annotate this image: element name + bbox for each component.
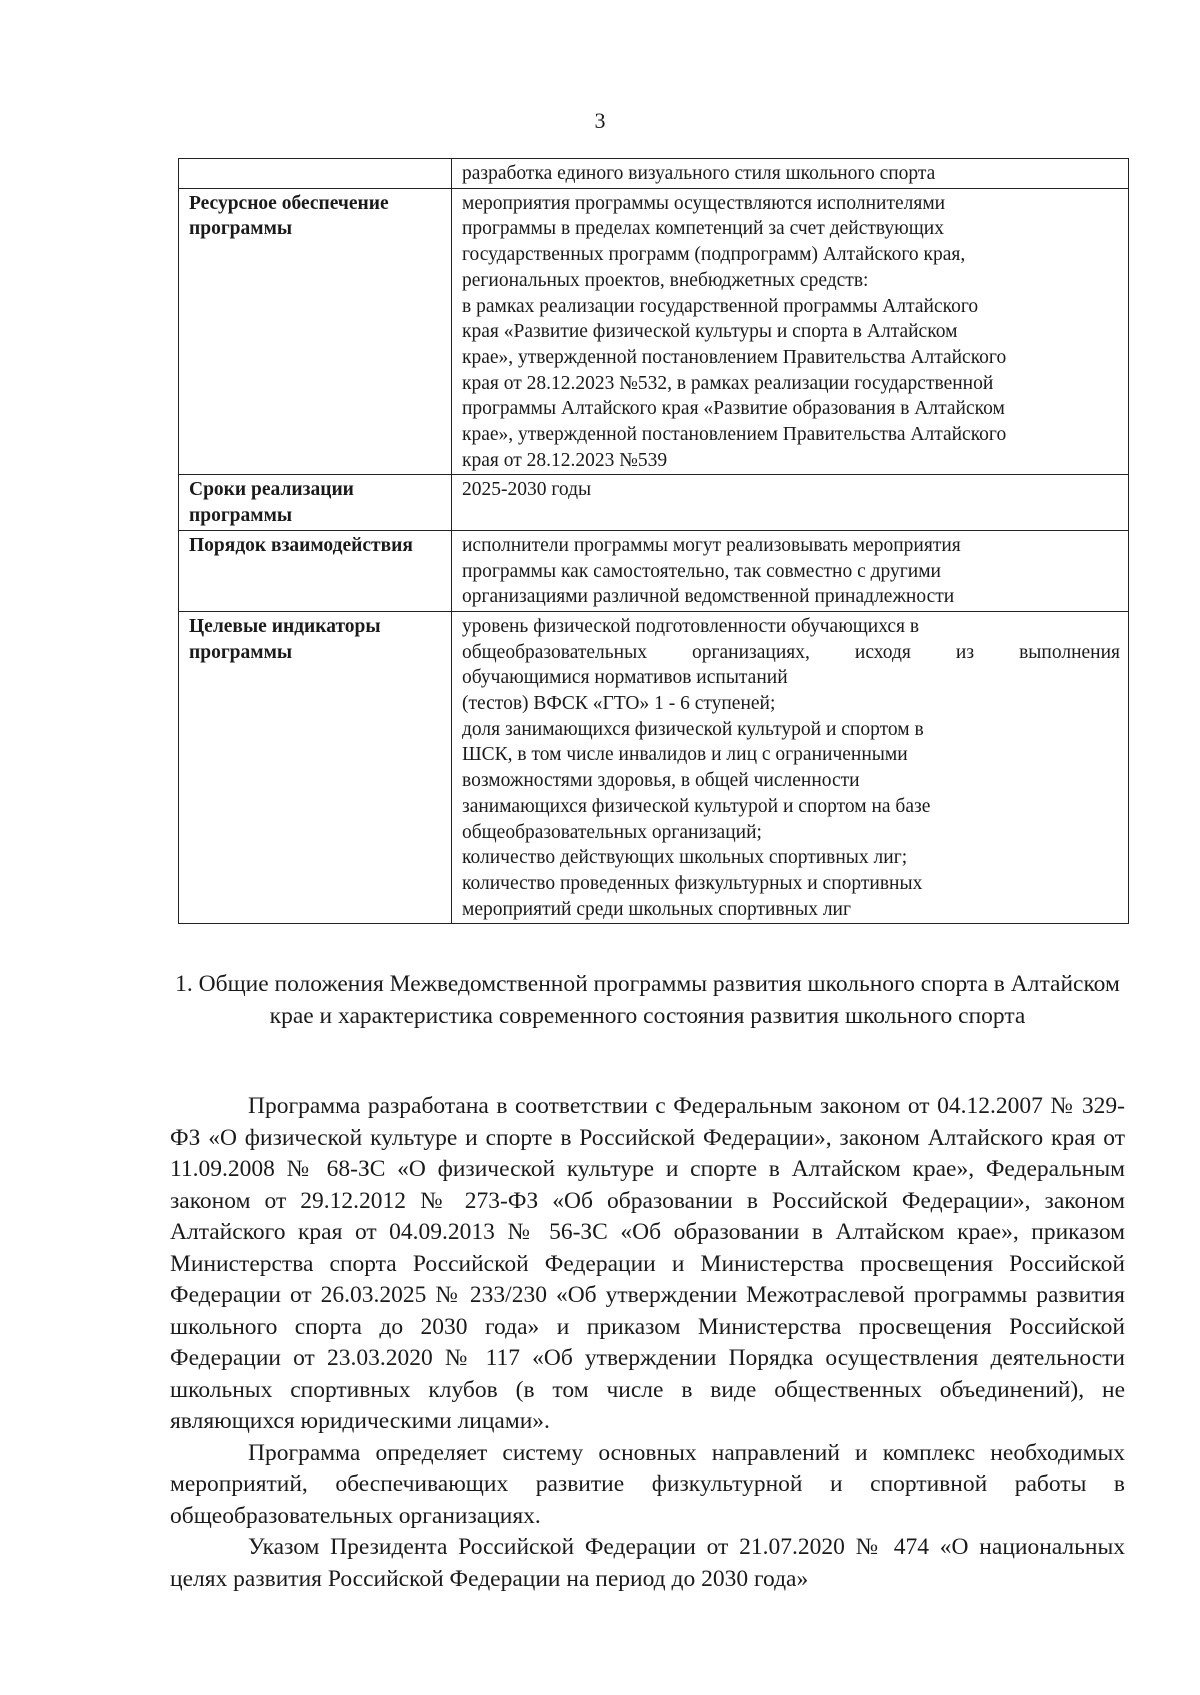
row-value (452, 475, 1129, 530)
value-line: уровень физической подготовленности обучающихся в (462, 615, 920, 637)
row-label: Сроки реализации программы (179, 475, 452, 530)
page-number: 3 (594, 108, 606, 133)
value-line: мероприятий среди школьных спортивных лиг (462, 898, 851, 920)
value-line: (тестов) ВФСК «ГТО» 1 - 6 ступеней; (462, 693, 776, 715)
row-label: Целевые индикаторы программы (179, 611, 452, 923)
value-line: занимающихся физической культурой и спортом на базе (462, 795, 931, 817)
value-line: ШСК, в том числе инвалидов и лиц с ограниченными (462, 744, 908, 766)
value-line: обучающимися нормативов испытаний (462, 667, 788, 689)
value-line: края от 28.12.2023 №532, в рамках реализации государственной (462, 372, 994, 394)
value-line: возможностями здоровья, в общей численности (462, 770, 860, 792)
row-label: Порядок взаимодействия (179, 530, 452, 611)
paragraph: Программа определяет систему основных направлений и комплекс необходимых мероприятий, обеспечивающих развитие физкультурной и спортивной работы в общеобразовательных организациях. (170, 1439, 1125, 1529)
value-line: 2025-2030 годы (462, 479, 592, 501)
value-line: мероприятия программы осуществляются исполнителями (462, 192, 946, 214)
value-line: организациями различной ведомственной принадлежности (462, 586, 955, 608)
paragraph: Программа разработана в соответствии с Федеральным законом от 04.12.2007 № 329-ФЗ «О физической культуре и спорте в Российской Федерации», законом Алтайского края от 11.09.2008 № 68-ЗС «О физической культуре и спорте в Алтайском крае», Федеральным законом от 29.12.2012 № 273-ФЗ «Об образовании в Российской Федерации», законом Алтайского края от 04.09.2013 № 56-ЗС «Об образовании в Алтайском крае», приказом Министерства спорта Российской Федерации и Министерства просвещения Российской Федерации от 26.03.2025 № 233/230 «Об утверждении Межотраслевой программы развития школьного спорта до 2030 года» и приказом Министерства просвещения Российской Федерации от 23.03.2020 № 117 «Об утверждении Порядка осуществления деятельности школьных спортивных клубов (в том числе в виде общественных объединений), не являющихся юридическими лицами». (170, 1093, 1125, 1434)
body-text (170, 1091, 1125, 1595)
value-line: исполнители программы могут реализовывать мероприятия (462, 534, 961, 556)
table-row (179, 188, 1129, 475)
value-line: края «Развитие физической культуры и спорта в Алтайском (462, 321, 958, 343)
value-line: программы Алтайского края «Развитие образования в Алтайском (462, 398, 1005, 420)
program-passport-table (178, 158, 1129, 924)
value-line: в рамках реализации государственной программы Алтайского (462, 295, 979, 317)
row-label: Ресурсное обеспечение программы (179, 188, 452, 475)
row-value (452, 159, 1129, 189)
table-row (179, 611, 1129, 923)
row-label (179, 159, 452, 189)
table-row (179, 159, 1129, 189)
paragraph: Указом Президента Российской Федерации от 21.07.2020 № 474 «О национальных целях развития Российской Федерации на период до 2030 года» (170, 1534, 1125, 1592)
value-line: общеобразовательных организациях, исходя из выполнения (462, 641, 1120, 663)
value-line: государственных программ (подпрограмм) Алтайского края, (462, 244, 966, 266)
value-line: доля занимающихся физической культурой и спортом в (462, 718, 924, 740)
row-value (452, 611, 1129, 923)
value-line: региональных проектов, внебюджетных средств: (462, 269, 869, 291)
value-line: крае», утвержденной постановлением Правительства Алтайского (462, 346, 1007, 368)
value-line: общеобразовательных организаций; (462, 821, 762, 843)
value-line: программы как самостоятельно, так совместно с другими (462, 560, 941, 582)
value-line: количество проведенных физкультурных и спортивных (462, 872, 923, 894)
section-heading: 1. Общие положения Межведомственной программы развития школьного спорта в Алтайском крае и характеристика современного состояния развития школьного спорта (175, 971, 1120, 1029)
table-row (179, 530, 1129, 611)
row-value (452, 530, 1129, 611)
value-line: крае», утвержденной постановлением Правительства Алтайского (462, 424, 1007, 446)
row-value (452, 188, 1129, 475)
table-row (179, 475, 1129, 530)
value-line: количество действующих школьных спортивных лиг; (462, 847, 908, 869)
value-line: края от 28.12.2023 №539 (462, 449, 668, 471)
value-line: разработка единого визуального стиля школьного спорта (462, 163, 936, 184)
value-line: программы в пределах компетенций за счет действующих (462, 218, 944, 240)
